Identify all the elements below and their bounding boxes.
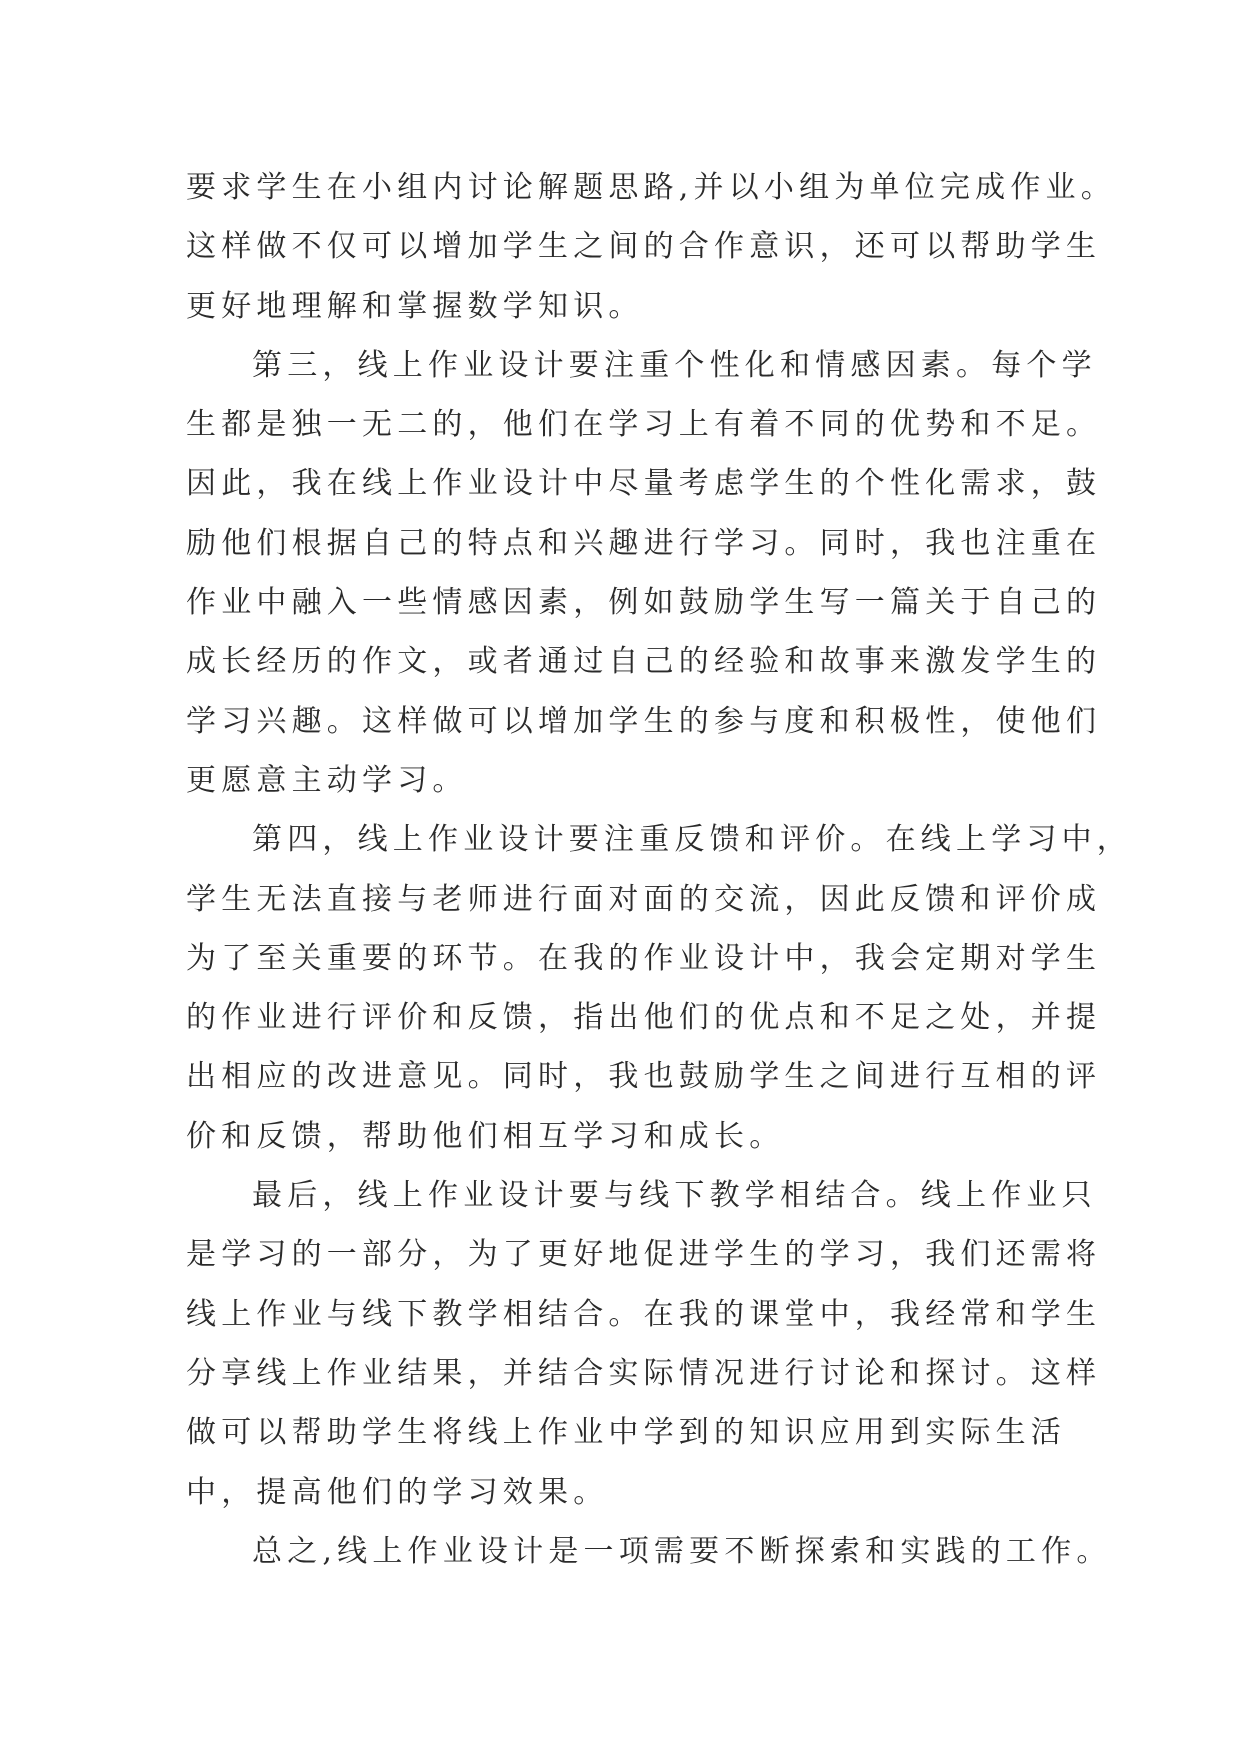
text-line: 成长经历的作文，或者通过自己的经验和故事来激发学生的 (186, 644, 1102, 680)
text-line: 作业中融入一些情感因素，例如鼓励学生写一篇关于自己的 (186, 585, 1102, 621)
text-line: 做可以帮助学生将线上作业中学到的知识应用到实际生活 (186, 1415, 1066, 1451)
text-line: 价和反馈，帮助他们相互学习和成长。 (186, 1118, 785, 1154)
text-line: 为了至关重要的环节。在我的作业设计中，我会定期对学生 (186, 940, 1102, 976)
text-line: 生都是独一无二的，他们在学习上有着不同的优势和不足。 (186, 407, 1102, 443)
paragraph-start-line: 总之,线上作业设计是一项需要不断探索和实践的工作。 (252, 1533, 1112, 1569)
paragraph-start-line: 第四，线上作业设计要注重反馈和评价。在线上学习中， (252, 822, 1132, 858)
text-line: 学习兴趣。这样做可以增加学生的参与度和积极性，使他们 (186, 703, 1102, 739)
text-line: 是学习的一部分，为了更好地促进学生的学习，我们还需将 (186, 1237, 1102, 1273)
paragraph-start-line: 最后，线上作业设计要与线下教学相结合。线上作业只 (252, 1178, 1097, 1214)
text-line: 这样做不仅可以增加学生之间的合作意识，还可以帮助学生 (186, 229, 1102, 265)
text-line: 更好地理解和掌握数学知识。 (186, 288, 644, 324)
text-line: 更愿意主动学习。 (186, 762, 468, 798)
body-text (186, 158, 1132, 1581)
text-line: 因此，我在线上作业设计中尽量考虑学生的个性化需求，鼓 (186, 466, 1102, 502)
text-line: 学生无法直接与老师进行面对面的交流，因此反馈和评价成 (186, 881, 1102, 917)
text-line: 励他们根据自己的特点和兴趣进行学习。同时，我也注重在 (186, 525, 1102, 561)
text-line: 分享线上作业结果，并结合实际情况进行讨论和探讨。这样 (186, 1355, 1102, 1391)
text-line: 中，提高他们的学习效果。 (186, 1474, 609, 1510)
text-line: 线上作业与线下教学相结合。在我的课堂中，我经常和学生 (186, 1296, 1102, 1332)
text-line: 要求学生在小组内讨论解题思路,并以小组为单位完成作业。 (186, 170, 1116, 205)
text-line: 出相应的改进意见。同时，我也鼓励学生之间进行互相的评 (186, 1059, 1102, 1095)
text-line: 的作业进行评价和反馈，指出他们的优点和不足之处，并提 (186, 1000, 1102, 1036)
paragraph-start-line: 第三，线上作业设计要注重个性化和情感因素。每个学 (252, 347, 1097, 383)
